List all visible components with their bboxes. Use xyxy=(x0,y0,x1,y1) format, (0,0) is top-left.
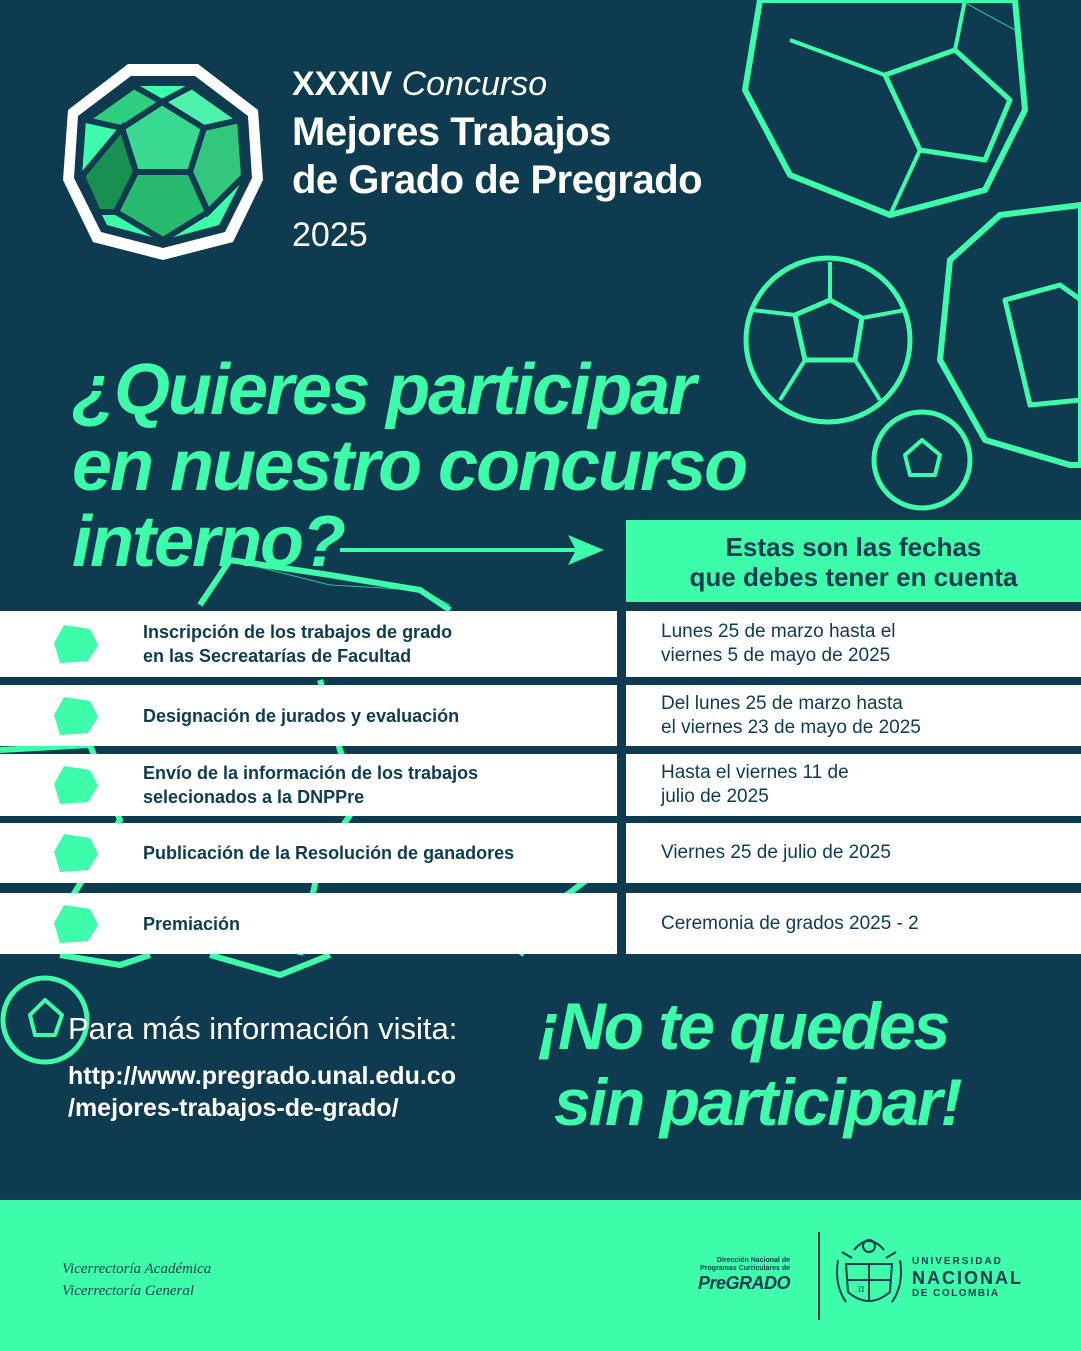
cta-line-1: ¡No te quedes xyxy=(538,989,949,1063)
question-line-1: ¿Quieres participar xyxy=(72,350,695,430)
schedule-task-cell xyxy=(0,611,617,677)
contest-logo xyxy=(58,62,268,262)
hexagon-bullet-icon xyxy=(52,764,98,806)
schedule-task: Inscripción de los trabajos de grado en las Secreatarías de Facultad xyxy=(143,622,453,666)
university-line-1: UNIVERSIDAD xyxy=(912,1256,1003,1267)
schedule-date: Viernes 25 de julio de 2025 xyxy=(661,842,891,863)
dates-header-line-1: Estas son las fechas xyxy=(725,532,982,562)
vice-rectories xyxy=(62,1258,211,1302)
schedule-task-cell xyxy=(0,893,617,954)
schedule-task-cell xyxy=(0,685,617,746)
edition-number: XXXIV xyxy=(292,65,393,103)
schedule-date: Hasta el viernes 11 de julio de 2025 xyxy=(661,762,849,807)
hexagon-bullet-icon xyxy=(52,695,98,737)
schedule-date-cell xyxy=(626,823,1081,883)
schedule-task: Designación de jurados y evaluación xyxy=(143,705,460,726)
dates-header-line-2: que debes tener en cuenta xyxy=(689,562,1018,592)
call-to-action xyxy=(538,988,960,1140)
university-name xyxy=(912,1256,1023,1300)
dates-header xyxy=(626,520,1081,602)
schedule-date: Lunes 25 de marzo hasta el viernes 5 de mayo de 2025 xyxy=(661,621,896,666)
cta-line-2: sin participar! xyxy=(554,1065,961,1139)
schedule-task: Envío de la información de los trabajos selecionados a la DNPPre xyxy=(143,763,479,807)
more-info-link[interactable]: http://www.pregrado.unal.edu.co /mejores-trabajos-de-grado/ xyxy=(68,1062,456,1122)
hexagon-bullet-icon xyxy=(52,623,98,665)
contest-year: 2025 xyxy=(292,216,368,254)
pregrado-grado: GRADO xyxy=(725,1273,790,1293)
more-info xyxy=(68,1010,457,1124)
university-line-3: DE COLOMBIA xyxy=(912,1288,1000,1299)
schedule-date-cell xyxy=(626,685,1081,746)
title-line-2: de Grado de Pregrado xyxy=(292,158,703,202)
svg-text:π: π xyxy=(858,1284,865,1295)
schedule-date-cell xyxy=(626,754,1081,816)
schedule-row xyxy=(0,611,1081,677)
schedule-row xyxy=(0,685,1081,746)
schedule-task: Premiación xyxy=(143,913,241,934)
pregrado-subtitle: Dirección Nacional de Programas Curriculares de xyxy=(700,1257,790,1272)
title-line-1: Mejores Trabajos xyxy=(292,110,611,154)
university-line-2: NACIONAL xyxy=(912,1268,1023,1288)
pregrado-logo xyxy=(690,1257,790,1293)
contest-heading xyxy=(292,66,702,255)
pregrado-pre: Pre xyxy=(697,1273,726,1293)
university-crest-icon xyxy=(834,1230,904,1314)
question-line-3: interno? xyxy=(72,502,344,582)
footer-divider xyxy=(818,1232,820,1320)
vice-academic: Vicerrectoría Académica xyxy=(62,1261,212,1277)
schedule-row xyxy=(0,893,1081,954)
vice-general: Vicerrectoría General xyxy=(62,1283,195,1299)
schedule-task-cell xyxy=(0,754,617,816)
contest-word: Concurso xyxy=(401,65,548,103)
schedule-date-cell xyxy=(626,893,1081,954)
hexagon-bullet-icon xyxy=(52,832,98,874)
more-info-label: Para más información visita: xyxy=(68,1011,458,1046)
footer xyxy=(0,1200,1081,1351)
schedule-date: Ceremonia de grados 2025 - 2 xyxy=(661,912,919,934)
schedule-task-cell xyxy=(0,823,617,883)
schedule-row xyxy=(0,823,1081,883)
schedule-row xyxy=(0,754,1081,816)
arrow-right-icon xyxy=(340,530,610,570)
schedule-task: Publicación de la Resolución de ganadores xyxy=(143,843,515,863)
hexagon-bullet-icon xyxy=(52,903,98,945)
question-line-2: en nuestro concurso xyxy=(72,426,747,506)
schedule-date-cell xyxy=(626,611,1081,677)
schedule-date: Del lunes 25 de marzo hasta el viernes 23 de mayo de 2025 xyxy=(661,692,921,738)
